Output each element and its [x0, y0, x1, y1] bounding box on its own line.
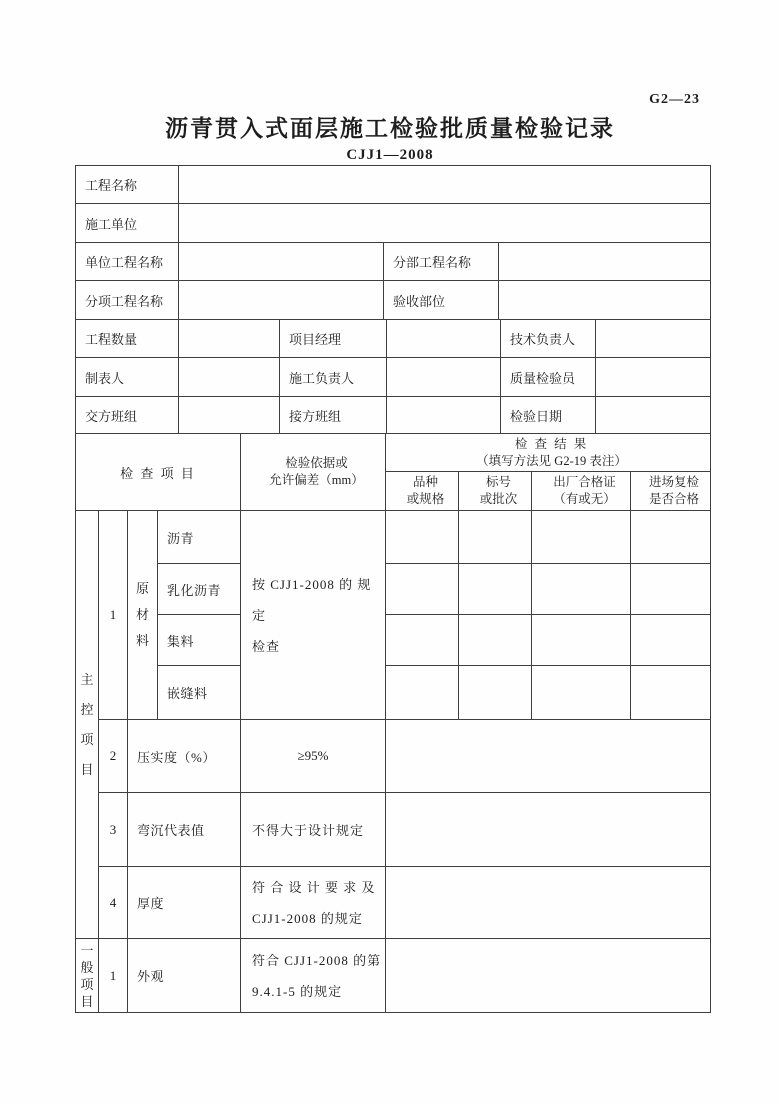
main-control-section-label: 主控项目	[76, 511, 99, 939]
result-variety-cell	[386, 564, 459, 615]
acceptance-part-label: 验收部位	[384, 281, 499, 320]
table-row	[76, 666, 711, 720]
item-asphalt: 沥青	[158, 511, 241, 564]
basis-header-line1: 检验依据或	[285, 456, 348, 470]
handover-team-label: 交方班组	[76, 397, 179, 434]
table-row	[76, 358, 711, 397]
result-recheck-cell	[631, 511, 711, 564]
result-certificate-cell	[532, 666, 631, 720]
result-variety-cell	[386, 615, 459, 666]
thickness-result-cell	[386, 867, 711, 939]
technical-director-label: 技术负责人	[501, 320, 596, 358]
thickness-basis: 符 合 设 计 要 求 及 CJJ1-2008 的规定	[241, 867, 386, 939]
result-recheck-cell	[631, 615, 711, 666]
table-header-row	[76, 434, 711, 472]
result-certificate-cell	[532, 564, 631, 615]
table-row	[76, 939, 711, 1013]
handover-team-value	[179, 397, 280, 434]
unit-project-value	[179, 243, 384, 281]
result-certificate-cell	[532, 615, 631, 666]
inspection-date-label: 检验日期	[501, 397, 596, 434]
construction-unit-label: 施工单位	[76, 204, 179, 243]
item-thickness: 厚度	[128, 867, 241, 939]
division-project-value	[499, 243, 711, 281]
page-title: 沥青贯入式面层施工检验批质量检验记录	[165, 116, 615, 141]
result-grade-cell	[459, 564, 532, 615]
deflection-basis: 不得大于设计规定	[241, 793, 386, 867]
row-number: 3	[99, 793, 128, 867]
info-table-a	[75, 165, 711, 243]
table-row	[76, 511, 711, 564]
result-grade-cell	[459, 615, 532, 666]
table-row	[76, 615, 711, 666]
construction-unit-value	[179, 204, 711, 243]
item-compaction: 压实度（%）	[128, 720, 241, 793]
unit-project-label: 单位工程名称	[76, 243, 179, 281]
project-manager-value	[387, 320, 501, 358]
table-row	[76, 793, 711, 867]
receiving-team-label: 接方班组	[280, 397, 387, 434]
subitem-project-value	[179, 281, 384, 320]
check-items-header: 检 查 项 目	[76, 434, 241, 511]
item-emulsified-asphalt: 乳化沥青	[158, 564, 241, 615]
table-row	[76, 397, 711, 434]
col-grade-header: 标号 或批次	[459, 472, 532, 511]
info-table-c	[75, 319, 711, 434]
appearance-basis: 符合 CJJ1-2008 的第 9.4.1-5 的规定	[241, 939, 386, 1013]
basis-header	[241, 434, 386, 511]
division-project-label: 分部工程名称	[384, 243, 499, 281]
result-variety-cell	[386, 511, 459, 564]
tabulator-label: 制表人	[76, 358, 179, 397]
result-grade-cell	[459, 511, 532, 564]
table-row	[76, 166, 711, 204]
col-variety-header: 品种 或规格	[386, 472, 459, 511]
table-row	[76, 320, 711, 358]
construction-leader-label: 施工负责人	[280, 358, 387, 397]
project-name-value	[179, 166, 711, 204]
quality-inspector-label: 质量检验员	[501, 358, 596, 397]
tabulator-value	[179, 358, 280, 397]
basis-header-line2: 允许偏差（mm）	[269, 473, 364, 487]
row-number: 2	[99, 720, 128, 793]
table-row	[76, 867, 711, 939]
table-row	[76, 204, 711, 243]
table-row	[76, 564, 711, 615]
row-number: 4	[99, 867, 128, 939]
deflection-result-cell	[386, 793, 711, 867]
info-table-b	[75, 242, 711, 320]
form-tables	[75, 165, 710, 1013]
appearance-result-cell	[386, 939, 711, 1013]
receiving-team-value	[387, 397, 501, 434]
raw-materials-group-label: 原材料	[128, 511, 158, 720]
result-header	[386, 434, 711, 472]
item-deflection: 弯沉代表值	[128, 793, 241, 867]
result-certificate-cell	[532, 511, 631, 564]
inspection-table	[75, 433, 711, 1013]
technical-director-value	[596, 320, 711, 358]
table-row	[76, 243, 711, 281]
general-section-label: 一般项目	[76, 939, 99, 1013]
row-number: 1	[99, 511, 128, 720]
table-row	[76, 720, 711, 793]
compaction-basis: ≥95%	[241, 720, 386, 793]
inspection-date-value	[596, 397, 711, 434]
item-aggregate: 集料	[158, 615, 241, 666]
table-row	[76, 281, 711, 320]
result-recheck-cell	[631, 564, 711, 615]
result-variety-cell	[386, 666, 459, 720]
compaction-result-cell	[386, 720, 711, 793]
row-number: 1	[99, 939, 128, 1013]
result-grade-cell	[459, 666, 532, 720]
acceptance-part-value	[499, 281, 711, 320]
item-appearance: 外观	[128, 939, 241, 1013]
col-certificate-header: 出厂合格证 （有或无）	[532, 472, 631, 511]
project-name-label: 工程名称	[76, 166, 179, 204]
form-code: G2—23	[649, 92, 700, 107]
col-recheck-header: 进场复检 是否合格	[631, 472, 711, 511]
result-recheck-cell	[631, 666, 711, 720]
item-joint-filler: 嵌缝料	[158, 666, 241, 720]
raw-materials-basis: 按 CJJ1-2008 的 规 定 检查	[241, 511, 386, 720]
result-note: （填写方法见 G2-19 表注）	[476, 453, 627, 468]
quantity-label: 工程数量	[76, 320, 179, 358]
construction-leader-value	[387, 358, 501, 397]
subitem-project-label: 分项工程名称	[76, 281, 179, 320]
result-title: 检 查 结 果	[514, 436, 589, 451]
quality-inspector-value	[596, 358, 711, 397]
quantity-value	[179, 320, 280, 358]
project-manager-label: 项目经理	[280, 320, 387, 358]
standard-code-subtitle: CJJ1—2008	[346, 147, 434, 163]
